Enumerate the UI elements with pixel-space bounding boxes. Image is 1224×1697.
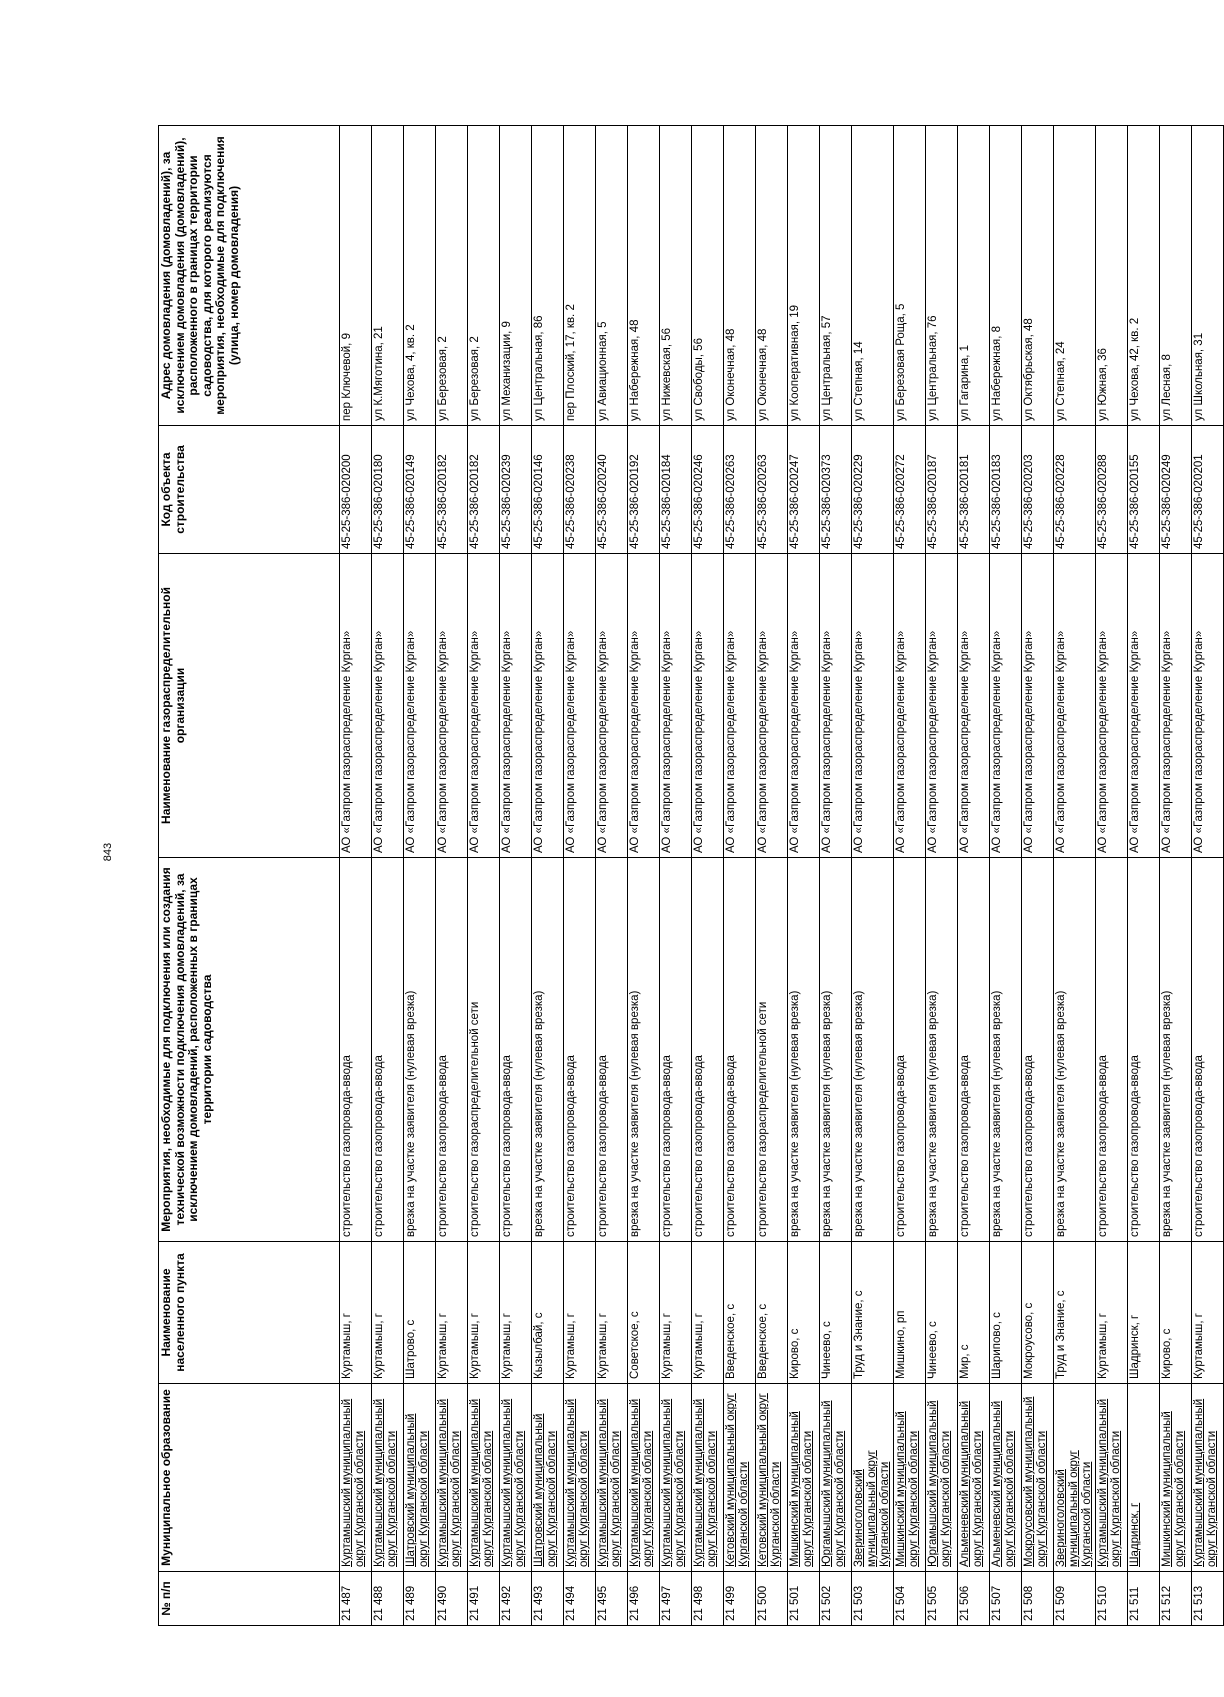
settlement-cell: Мокроусово, с: [1022, 1242, 1054, 1384]
settlement-cell: Мир, с: [958, 1242, 990, 1384]
gdo-cell: АО «Газпром газораспределение Курган»: [1054, 554, 1096, 858]
object-code-cell: 45-25-386-020246: [692, 426, 724, 554]
gdo-cell: АО «Газпром газораспределение Курган»: [894, 554, 926, 858]
table-row: [596, 126, 628, 1626]
row-number: 21 499: [724, 1572, 756, 1626]
settlement-cell: Куртамыш, г: [1192, 1242, 1224, 1384]
address-cell: ул Центральная, 57: [820, 126, 852, 426]
gdo-cell: АО «Газпром газораспределение Курган»: [1160, 554, 1192, 858]
object-code-cell: 45-25-386-020146: [532, 426, 564, 554]
table-row: [628, 126, 660, 1626]
municipality-text: Звериноголовский муниципальный округ Курганской области: [853, 1450, 891, 1567]
table-row: [1128, 126, 1160, 1626]
object-code-cell: 45-25-386-020192: [628, 426, 660, 554]
settlement-cell: Куртамыш, г: [1096, 1242, 1128, 1384]
gdo-cell: АО «Газпром газораспределение Курган»: [788, 554, 820, 858]
address-cell: ул К.Мяготина, 21: [372, 126, 404, 426]
settlement-cell: Введенское, с: [756, 1242, 788, 1384]
municipality-cell: [990, 1384, 1022, 1572]
settlement-cell: Чинеево, с: [926, 1242, 958, 1384]
row-number: 21 490: [436, 1572, 468, 1626]
address-cell: ул Березовая Роща, 5: [894, 126, 926, 426]
row-number: 21 497: [660, 1572, 692, 1626]
table-row: [1160, 126, 1192, 1626]
municipality-text: Мокроусовский муниципальный округ Курганской области: [1023, 1396, 1048, 1567]
municipality-cell: [436, 1384, 468, 1572]
table-row: [1192, 126, 1224, 1626]
settlement-cell: Куртамыш, г: [596, 1242, 628, 1384]
municipality-cell: [852, 1384, 894, 1572]
measure-cell: строительство газопровода-ввода: [596, 858, 628, 1242]
municipality-cell: [372, 1384, 404, 1572]
settlement-cell: Чинеево, с: [820, 1242, 852, 1384]
measure-cell: строительство газораспределительной сети: [756, 858, 788, 1242]
object-code-cell: 45-25-386-020184: [660, 426, 692, 554]
object-code-cell: 45-25-386-020228: [1054, 426, 1096, 554]
municipality-text: Альменевский муниципальный округ Курганской области: [991, 1400, 1016, 1567]
settlement-cell: Кирово, с: [788, 1242, 820, 1384]
gdo-cell: АО «Газпром газораспределение Курган»: [500, 554, 532, 858]
object-code-cell: 45-25-386-020373: [820, 426, 852, 554]
address-cell: пер Ключевой, 9: [340, 126, 372, 426]
address-cell: ул Набережная, 8: [990, 126, 1022, 426]
measure-cell: строительство газопровода-ввода: [372, 858, 404, 1242]
settlement-cell: Мишкино, рп: [894, 1242, 926, 1384]
gdo-cell: АО «Газпром газораспределение Курган»: [1128, 554, 1160, 858]
municipality-cell: [468, 1384, 500, 1572]
object-code-cell: 45-25-386-020181: [958, 426, 990, 554]
municipality-text: Куртамышский муниципальный округ Курганской области: [565, 1398, 590, 1567]
measure-cell: строительство газопровода-ввода: [340, 858, 372, 1242]
address-cell: ул Гагарина, 1: [958, 126, 990, 426]
measure-cell: врезка на участке заявителя (нулевая врезка): [788, 858, 820, 1242]
table-row: [660, 126, 692, 1626]
measure-cell: строительство газопровода-ввода: [436, 858, 468, 1242]
table-row: [564, 126, 596, 1626]
rotated-table-page: [158, 126, 1218, 1626]
address-cell: пер Плоский, 17, кв. 2: [564, 126, 596, 426]
row-number: 21 494: [564, 1572, 596, 1626]
municipality-cell: [1160, 1384, 1192, 1572]
address-cell: ул Авиационная, 5: [596, 126, 628, 426]
municipality-cell: [788, 1384, 820, 1572]
address-cell: ул Степная, 14: [852, 126, 894, 426]
object-code-cell: 45-25-386-020238: [564, 426, 596, 554]
row-number: 21 513: [1192, 1572, 1224, 1626]
municipality-text: Куртамышский муниципальный округ Курганской области: [501, 1398, 526, 1567]
object-code-cell: 45-25-386-020239: [500, 426, 532, 554]
header-address: Адрес домовладения (домовладений), за исключением домовладения (домовладений), расположенного в границах территории садоводства, для которого реализуются мероприятия, необходимые для подключения (улица, номер домовладения): [159, 126, 340, 426]
gdo-cell: АО «Газпром газораспределение Курган»: [1192, 554, 1224, 858]
measure-cell: строительство газопровода-ввода: [660, 858, 692, 1242]
gdo-cell: АО «Газпром газораспределение Курган»: [1096, 554, 1128, 858]
municipality-text: Мишкинский муниципальный округ Курганской области: [895, 1411, 920, 1567]
object-code-cell: 45-25-386-020183: [990, 426, 1022, 554]
settlement-cell: Введенское, с: [724, 1242, 756, 1384]
measure-cell: строительство газопровода-ввода: [692, 858, 724, 1242]
address-cell: ул Южная, 36: [1096, 126, 1128, 426]
municipality-text: Шадринск, г: [1129, 1502, 1141, 1567]
table-row: [372, 126, 404, 1626]
settlement-cell: Куртамыш, г: [372, 1242, 404, 1384]
row-number: 21 503: [852, 1572, 894, 1626]
table-row: [926, 126, 958, 1626]
gdo-cell: АО «Газпром газораспределение Курган»: [660, 554, 692, 858]
row-number: 21 509: [1054, 1572, 1096, 1626]
gdo-cell: АО «Газпром газораспределение Курган»: [756, 554, 788, 858]
row-number: 21 488: [372, 1572, 404, 1626]
row-number: 21 493: [532, 1572, 564, 1626]
municipality-text: Мишкинский муниципальный округ Курганской области: [789, 1411, 814, 1567]
header-gdo: Наименование газораспределительной организации: [159, 554, 340, 858]
municipality-text: Куртамышский муниципальный округ Курганской области: [597, 1398, 622, 1567]
gdo-cell: АО «Газпром газораспределение Курган»: [404, 554, 436, 858]
table-row: [532, 126, 564, 1626]
settlement-cell: Труд и Знание, с: [852, 1242, 894, 1384]
table-row: [788, 126, 820, 1626]
table-row: [820, 126, 852, 1626]
row-number: 21 498: [692, 1572, 724, 1626]
row-number: 21 512: [1160, 1572, 1192, 1626]
settlement-cell: Куртамыш, г: [468, 1242, 500, 1384]
municipality-text: Шатровский муниципальный округ Курганской области: [533, 1413, 558, 1567]
municipality-cell: [926, 1384, 958, 1572]
address-cell: ул Лесная, 8: [1160, 126, 1192, 426]
address-cell: ул Чехова, 4, кв. 2: [404, 126, 436, 426]
table-row: [500, 126, 532, 1626]
table-row: [1022, 126, 1054, 1626]
header-settlement: Наименование населенного пункта: [159, 1242, 340, 1384]
municipality-text: Куртамышский муниципальный округ Курганской области: [1193, 1398, 1218, 1567]
municipality-text: Шатровский муниципальный округ Курганской области: [405, 1413, 430, 1567]
page-number: 843: [102, 842, 114, 862]
settlement-cell: Шатрово, с: [404, 1242, 436, 1384]
row-number: 21 495: [596, 1572, 628, 1626]
object-code-cell: 45-25-386-020201: [1192, 426, 1224, 554]
gdo-cell: АО «Газпром газораспределение Курган»: [596, 554, 628, 858]
object-code-cell: 45-25-386-020263: [756, 426, 788, 554]
gdo-cell: АО «Газпром газораспределение Курган»: [692, 554, 724, 858]
municipality-cell: [500, 1384, 532, 1572]
municipality-text: Звериноголовский муниципальный округ Курганской области: [1055, 1450, 1093, 1567]
measure-cell: строительство газопровода-ввода: [1096, 858, 1128, 1242]
settlement-cell: Куртамыш, г: [500, 1242, 532, 1384]
table-row: [1054, 126, 1096, 1626]
measure-cell: строительство газопровода-ввода: [1022, 858, 1054, 1242]
municipality-cell: [628, 1384, 660, 1572]
gasification-table: [158, 125, 1224, 1626]
address-cell: ул Степная, 24: [1054, 126, 1096, 426]
address-cell: ул Чехова, 42, кв. 2: [1128, 126, 1160, 426]
measure-cell: строительство газопровода-ввода: [1128, 858, 1160, 1242]
gdo-cell: АО «Газпром газораспределение Курган»: [340, 554, 372, 858]
measure-cell: врезка на участке заявителя (нулевая врезка): [1160, 858, 1192, 1242]
gdo-cell: АО «Газпром газораспределение Курган»: [990, 554, 1022, 858]
gdo-cell: АО «Газпром газораспределение Курган»: [564, 554, 596, 858]
settlement-cell: Куртамыш, г: [692, 1242, 724, 1384]
municipality-text: Мишкинский муниципальный округ Курганской области: [1161, 1411, 1186, 1567]
municipality-text: Юргамышский муниципальный округ Курганской области: [821, 1400, 846, 1567]
settlement-cell: Советское, с: [628, 1242, 660, 1384]
measure-cell: строительство газопровода-ввода: [958, 858, 990, 1242]
gdo-cell: АО «Газпром газораспределение Курган»: [436, 554, 468, 858]
municipality-text: Кетовский муниципальный округ Курганской области: [725, 1393, 750, 1567]
table-row: [468, 126, 500, 1626]
measure-cell: врезка на участке заявителя (нулевая врезка): [532, 858, 564, 1242]
row-number: 21 502: [820, 1572, 852, 1626]
gdo-cell: АО «Газпром газораспределение Курган»: [532, 554, 564, 858]
municipality-cell: [404, 1384, 436, 1572]
row-number: 21 501: [788, 1572, 820, 1626]
row-number: 21 510: [1096, 1572, 1128, 1626]
measure-cell: строительство газопровода-ввода: [564, 858, 596, 1242]
measure-cell: врезка на участке заявителя (нулевая врезка): [820, 858, 852, 1242]
object-code-cell: 45-25-386-020200: [340, 426, 372, 554]
object-code-cell: 45-25-386-020155: [1128, 426, 1160, 554]
settlement-cell: Шадринск, г: [1128, 1242, 1160, 1384]
row-number: 21 491: [468, 1572, 500, 1626]
municipality-text: Куртамышский муниципальный округ Курганской области: [661, 1398, 686, 1567]
municipality-cell: [660, 1384, 692, 1572]
municipality-cell: [1022, 1384, 1054, 1572]
settlement-cell: Куртамыш, г: [660, 1242, 692, 1384]
header-measures: Мероприятия, необходимые для подключения или создания технической возможности подключения домовладений, за исключением домовладений, расположенных в границах территории садоводства: [159, 858, 340, 1242]
object-code-cell: 45-25-386-020240: [596, 426, 628, 554]
municipality-text: Юргамышский муниципальный округ Курганской области: [927, 1400, 952, 1567]
gdo-cell: АО «Газпром газораспределение Курган»: [628, 554, 660, 858]
table-row: [756, 126, 788, 1626]
municipality-cell: [820, 1384, 852, 1572]
gdo-cell: АО «Газпром газораспределение Курган»: [468, 554, 500, 858]
address-cell: ул Школьная, 31: [1192, 126, 1224, 426]
object-code-cell: 45-25-386-020180: [372, 426, 404, 554]
municipality-cell: [340, 1384, 372, 1572]
object-code-cell: 45-25-386-020272: [894, 426, 926, 554]
header-num: № п/п: [159, 1572, 340, 1626]
row-number: 21 492: [500, 1572, 532, 1626]
measure-cell: врезка на участке заявителя (нулевая врезка): [1054, 858, 1096, 1242]
address-cell: ул Свободы, 56: [692, 126, 724, 426]
settlement-cell: Куртамыш, г: [340, 1242, 372, 1384]
address-cell: ул Оконечная, 48: [756, 126, 788, 426]
municipality-cell: [724, 1384, 756, 1572]
table-row: [404, 126, 436, 1626]
table-row: [852, 126, 894, 1626]
table-row: [436, 126, 468, 1626]
address-cell: ул Центральная, 86: [532, 126, 564, 426]
municipality-cell: [564, 1384, 596, 1572]
municipality-text: Куртамышский муниципальный округ Курганской области: [629, 1398, 654, 1567]
municipality-text: Куртамышский муниципальный округ Курганской области: [373, 1398, 398, 1567]
header-row: [159, 126, 340, 1626]
table-row: [958, 126, 990, 1626]
object-code-cell: 45-25-386-020203: [1022, 426, 1054, 554]
settlement-cell: Кирово, с: [1160, 1242, 1192, 1384]
settlement-cell: Шарипово, с: [990, 1242, 1022, 1384]
measure-cell: строительство газопровода-ввода: [1192, 858, 1224, 1242]
object-code-cell: 45-25-386-020288: [1096, 426, 1128, 554]
row-number: 21 506: [958, 1572, 990, 1626]
municipality-text: Куртамышский муниципальный округ Курганской области: [469, 1398, 494, 1567]
measure-cell: врезка на участке заявителя (нулевая врезка): [926, 858, 958, 1242]
municipality-text: Куртамышский муниципальный округ Курганской области: [437, 1398, 462, 1567]
settlement-cell: Труд и Знание, с: [1054, 1242, 1096, 1384]
municipality-cell: [756, 1384, 788, 1572]
table-row: [894, 126, 926, 1626]
object-code-cell: 45-25-386-020182: [436, 426, 468, 554]
address-cell: ул Кооперативная, 19: [788, 126, 820, 426]
address-cell: ул Березовая, 2: [468, 126, 500, 426]
table-row: [990, 126, 1022, 1626]
table-row: [724, 126, 756, 1626]
gdo-cell: АО «Газпром газораспределение Курган»: [820, 554, 852, 858]
municipality-cell: [958, 1384, 990, 1572]
row-number: 21 500: [756, 1572, 788, 1626]
municipality-cell: [1128, 1384, 1160, 1572]
municipality-cell: [532, 1384, 564, 1572]
object-code-cell: 45-25-386-020263: [724, 426, 756, 554]
table-body: [340, 126, 1224, 1626]
municipality-text: Куртамышский муниципальный округ Курганской области: [1097, 1398, 1122, 1567]
row-number: 21 507: [990, 1572, 1022, 1626]
address-cell: ул Нижевская, 56: [660, 126, 692, 426]
municipality-cell: [1192, 1384, 1224, 1572]
row-number: 21 504: [894, 1572, 926, 1626]
municipality-text: Кетовский муниципальный округ Курганской области: [757, 1393, 782, 1567]
row-number: 21 511: [1128, 1572, 1160, 1626]
row-number: 21 496: [628, 1572, 660, 1626]
object-code-cell: 45-25-386-020229: [852, 426, 894, 554]
municipality-cell: [692, 1384, 724, 1572]
header-code: Код объекта строительства: [159, 426, 340, 554]
object-code-cell: 45-25-386-020182: [468, 426, 500, 554]
municipality-cell: [596, 1384, 628, 1572]
address-cell: ул Набережная, 48: [628, 126, 660, 426]
municipality-cell: [894, 1384, 926, 1572]
address-cell: ул Оконечная, 48: [724, 126, 756, 426]
gdo-cell: АО «Газпром газораспределение Курган»: [958, 554, 990, 858]
table-row: [1096, 126, 1128, 1626]
measure-cell: врезка на участке заявителя (нулевая врезка): [852, 858, 894, 1242]
row-number: 21 489: [404, 1572, 436, 1626]
measure-cell: врезка на участке заявителя (нулевая врезка): [990, 858, 1022, 1242]
municipality-cell: [1096, 1384, 1128, 1572]
object-code-cell: 45-25-386-020249: [1160, 426, 1192, 554]
row-number: 21 487: [340, 1572, 372, 1626]
address-cell: ул Механизации, 9: [500, 126, 532, 426]
address-cell: ул Октябрьская, 48: [1022, 126, 1054, 426]
gdo-cell: АО «Газпром газораспределение Курган»: [1022, 554, 1054, 858]
settlement-cell: Кызылбай, с: [532, 1242, 564, 1384]
measure-cell: строительство газопровода-ввода: [894, 858, 926, 1242]
municipality-text: Куртамышский муниципальный округ Курганской области: [693, 1398, 718, 1567]
table-row: [692, 126, 724, 1626]
gdo-cell: АО «Газпром газораспределение Курган»: [926, 554, 958, 858]
gdo-cell: АО «Газпром газораспределение Курган»: [372, 554, 404, 858]
measure-cell: строительство газопровода-ввода: [724, 858, 756, 1242]
object-code-cell: 45-25-386-020187: [926, 426, 958, 554]
row-number: 21 508: [1022, 1572, 1054, 1626]
header-municipality: Муниципальное образование: [159, 1384, 340, 1572]
measure-cell: строительство газопровода-ввода: [500, 858, 532, 1242]
object-code-cell: 45-25-386-020247: [788, 426, 820, 554]
address-cell: ул Центральная, 76: [926, 126, 958, 426]
municipality-cell: [1054, 1384, 1096, 1572]
measure-cell: врезка на участке заявителя (нулевая врезка): [628, 858, 660, 1242]
row-number: 21 505: [926, 1572, 958, 1626]
gdo-cell: АО «Газпром газораспределение Курган»: [724, 554, 756, 858]
measure-cell: строительство газораспределительной сети: [468, 858, 500, 1242]
gdo-cell: АО «Газпром газораспределение Курган»: [852, 554, 894, 858]
settlement-cell: Куртамыш, г: [436, 1242, 468, 1384]
object-code-cell: 45-25-386-020149: [404, 426, 436, 554]
settlement-cell: Куртамыш, г: [564, 1242, 596, 1384]
measure-cell: врезка на участке заявителя (нулевая врезка): [404, 858, 436, 1242]
address-cell: ул Березовая, 2: [436, 126, 468, 426]
municipality-text: Куртамышский муниципальный округ Курганской области: [341, 1398, 366, 1567]
table-row: [340, 126, 372, 1626]
municipality-text: Альменевский муниципальный округ Курганской области: [959, 1400, 984, 1567]
